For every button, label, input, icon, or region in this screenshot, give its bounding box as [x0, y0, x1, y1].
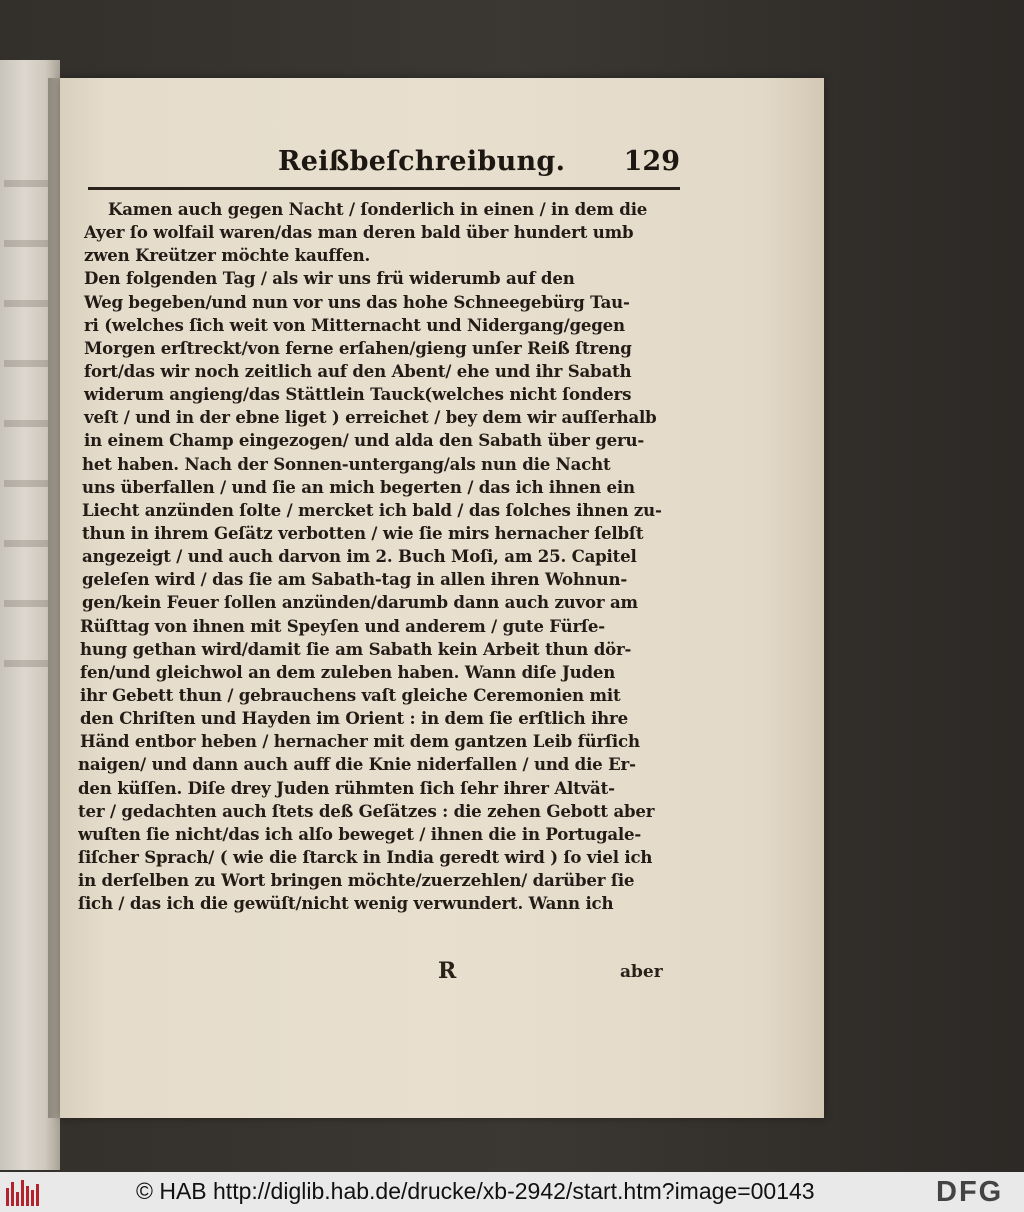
text-line: ter / gedachten auch ſtets deß Geſätzes : die zehen Gebott aber [78, 800, 655, 821]
text-line: het haben. Nach der Sonnen-untergang/als nun die Nacht [82, 453, 611, 474]
text-line: angezeigt / und auch darvon im 2. Buch Moſi, am 25. Capitel [82, 546, 637, 567]
text-line: Ayer ſo wolfail waren/das man deren bald über hundert umb [84, 222, 634, 243]
hab-barcode-logo-icon [6, 1180, 38, 1206]
bleed-line [4, 420, 54, 427]
running-head [278, 146, 680, 186]
text-line: Kamen auch gegen Nacht / ſonderlich in einen / in dem die [108, 199, 648, 219]
catchword: aber [620, 962, 663, 982]
text-line: hung gethan wird/damit ſie am Sabath kein Arbeit thun dör- [80, 638, 632, 659]
text-line: in derſelben zu Wort bringen möchte/zuerzehlen/ darüber ſie [78, 870, 635, 891]
text-line: ſich / das ich die gewüſt/nicht wenig verwundert. Wann ich [78, 893, 614, 914]
text-line: ihr Gebett thun / gebrauchens vaſt gleiche Ceremonien mit [80, 684, 621, 705]
running-title: Reißbeſchreibung. [278, 146, 566, 177]
bleed-line [4, 300, 54, 307]
text-line: Rüſttag von ihnen mit Speyſen und anderem / gute Fürſe- [80, 615, 605, 636]
text-line: den Chriſten und Hayden im Orient : in dem ſie erſtlich ihre [80, 708, 628, 729]
body-text [78, 198, 680, 915]
text-line: fort/das wir noch zeitlich auf den Abent/ ehe und ihr Sabath [84, 360, 632, 381]
text-line: gen/kein Feuer ſollen anzünden/darumb dann auch zuvor am [82, 592, 638, 613]
text-line: Liecht anzünden ſolte / mercket ich bald / das ſolches ihnen zu- [82, 499, 662, 520]
text-line: veſt / und in der ebne liget ) erreichet / bey dem wir auſſerhalb [84, 407, 657, 428]
text-line: Weg begeben/und nun vor uns das hohe Schneegebürg Tau- [84, 291, 630, 312]
text-line: in einem Champ eingezogen/ und alda den Sabath über geru- [84, 430, 645, 451]
copyright-link[interactable]: © HAB http://diglib.hab.de/drucke/xb-2942/start.htm?image=00143 [136, 1178, 815, 1204]
dfg-logo: DFG [936, 1176, 1004, 1208]
text-line: fen/und gleichwol an dem zuleben haben. Wann diſe Juden [80, 661, 616, 682]
text-line: thun in ihrem Geſätz verbotten / wie ſie mirs hernacher ſelbſt [82, 522, 644, 543]
bleed-line [4, 240, 54, 247]
text-line: Morgen erſtreckt/von ferne erſahen/gieng unſer Reiß ſtreng [84, 337, 632, 358]
bleed-line [4, 180, 54, 187]
text-line: geleſen wird / das ſie am Sabath-tag in allen ihren Wohnun- [82, 569, 628, 590]
text-line: ri (welches ſich weit von Mitternacht und Nidergang/gegen [84, 314, 625, 335]
bleed-line [4, 600, 54, 607]
bleed-line [4, 660, 54, 667]
text-line: zwen Kreützer möchte kauffen. [84, 245, 371, 266]
text-line: wuſten ſie nicht/das ich alſo beweget / ihnen die in Portugale- [78, 823, 642, 844]
text-line: Den folgenden Tag / als wir uns frü widerumb auf den [84, 268, 575, 289]
page-number: 129 [623, 146, 680, 177]
text-line: Händ entbor heben / hernacher mit dem gantzen Leib fürſich [80, 731, 640, 752]
footer-bar [0, 1172, 1024, 1212]
bleed-line [4, 480, 54, 487]
signature-mark: R [438, 958, 457, 984]
bleed-line [4, 360, 54, 367]
text-line: uns überfallen / und ſie an mich begerten / das ich ihnen ein [82, 476, 635, 497]
text-line: widerum angieng/das Stättlein Tauck(welches nicht ſonders [84, 384, 632, 405]
bleed-line [4, 540, 54, 547]
text-line: ſiſcher Sprach/ ( wie die ſtarck in India geredt wird ) ſo viel ich [78, 846, 653, 867]
text-line: naigen/ und dann auch auff die Knie niderfallen / und die Er- [78, 754, 636, 775]
header-rule [88, 187, 680, 190]
text-line: den küſſen. Diſe drey Juden rühmten ſich ſehr ihrer Altvät- [78, 777, 615, 798]
